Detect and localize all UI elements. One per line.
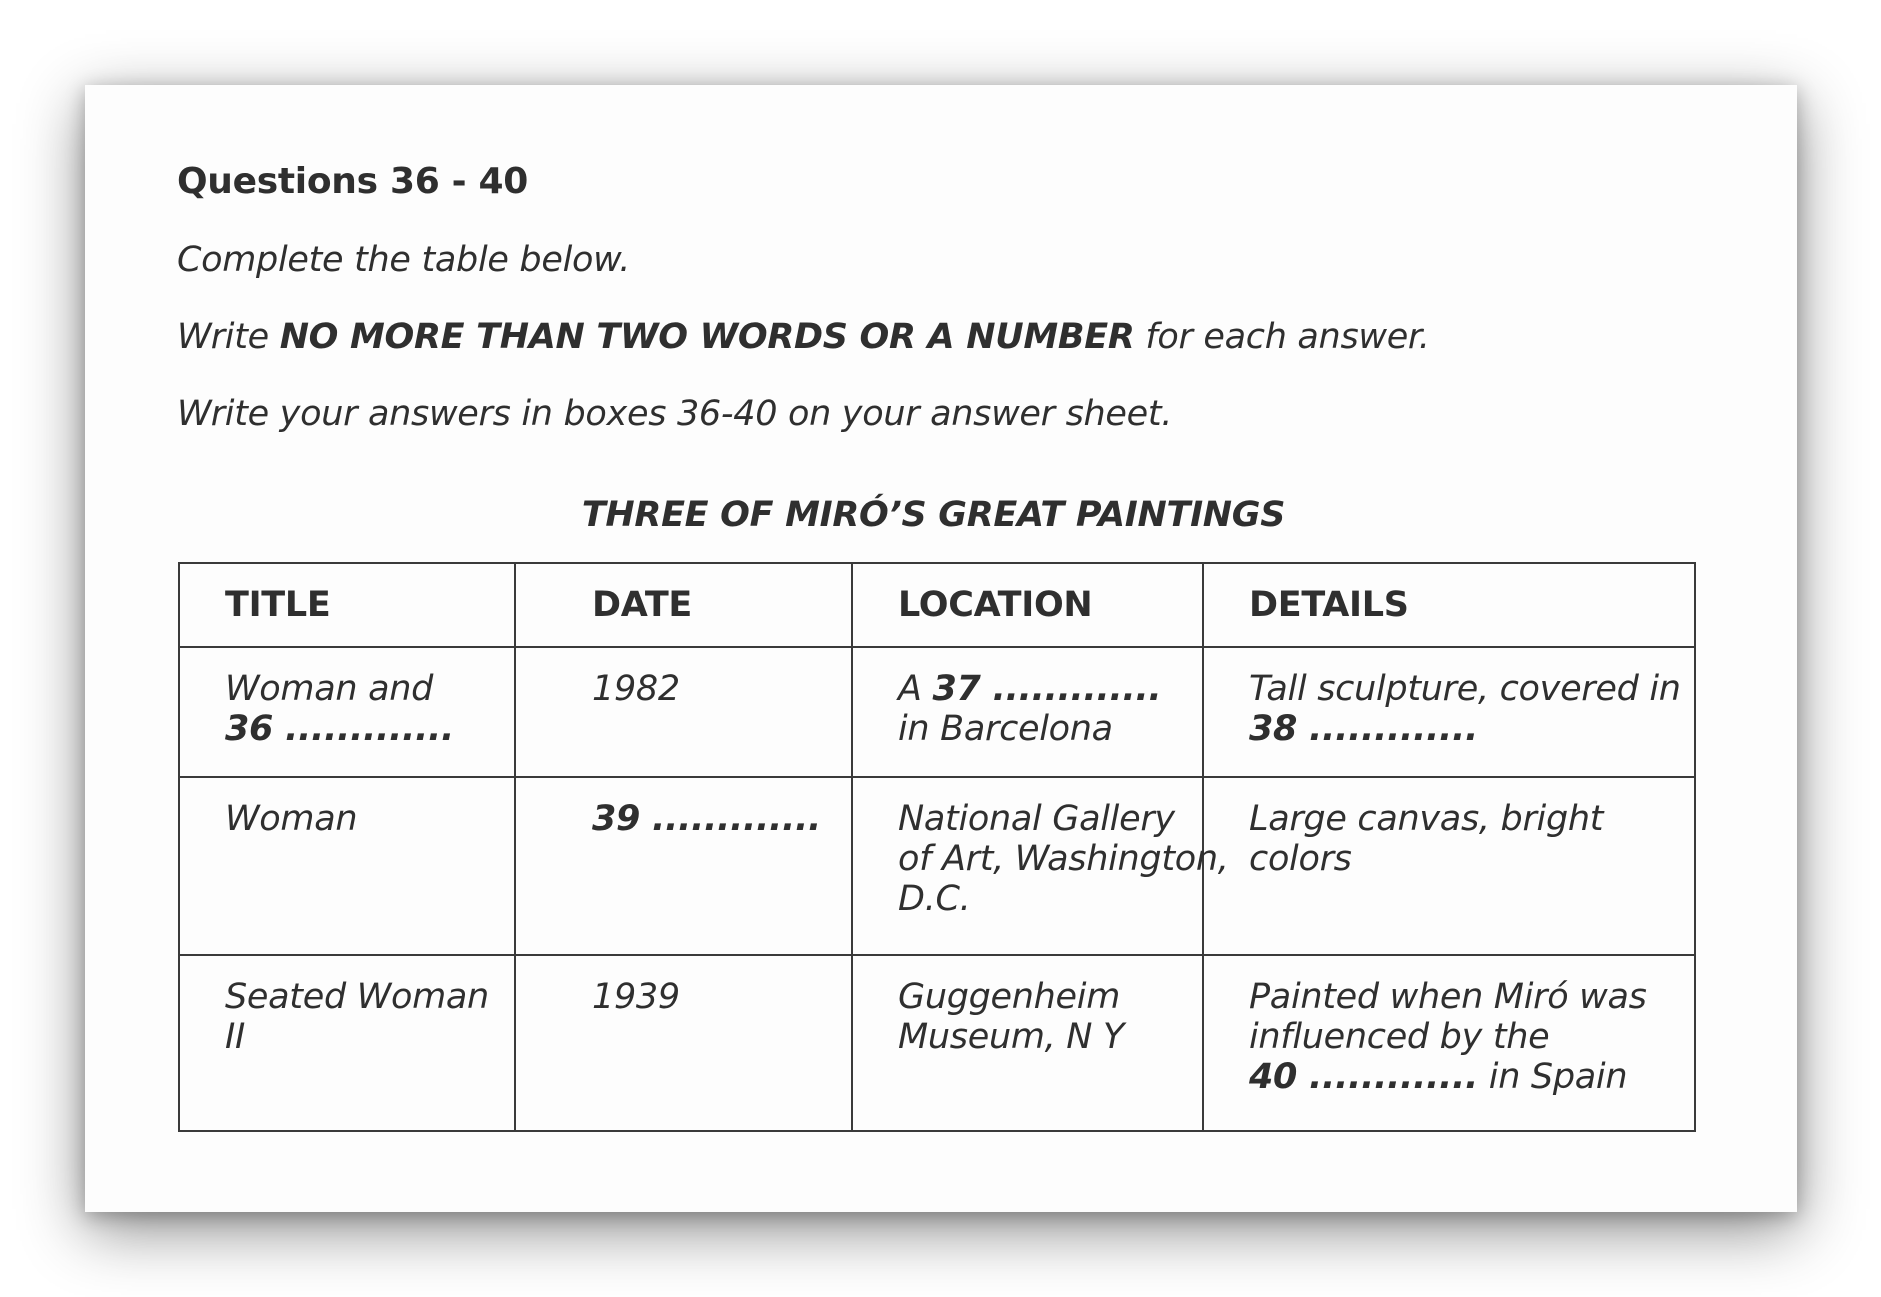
- header-location: LOCATION: [852, 563, 1203, 647]
- location-line: in Barcelona: [898, 709, 1113, 749]
- instruction-answer-sheet: Write your answers in boxes 36-40 on your answer sheet.: [177, 394, 1173, 434]
- cell-date: [515, 777, 852, 955]
- table-row: [179, 777, 1695, 955]
- details-line: Painted when Miró was: [1249, 977, 1647, 1017]
- blank-36-label: 36 .............: [225, 709, 454, 749]
- location-line: National Gallery: [898, 799, 1175, 839]
- location-line: of Art, Washington,: [898, 839, 1229, 879]
- instruction-word-limit-prefix: Write: [177, 317, 280, 357]
- details-line: Large canvas, bright: [1249, 799, 1604, 839]
- blank-39-label: 39 .............: [592, 799, 821, 839]
- cell-date: 1939: [515, 955, 852, 1131]
- location-line: Museum, N Y: [898, 1017, 1125, 1057]
- cell-title: Seated Woman II: [179, 955, 515, 1131]
- table-row: [179, 955, 1695, 1131]
- cell-location: [852, 955, 1203, 1131]
- cell-title: [179, 647, 515, 777]
- instruction-word-limit: [177, 317, 1430, 357]
- questions-heading: Questions 36 - 40: [177, 161, 529, 202]
- instruction-word-limit-bold: NO MORE THAN TWO WORDS OR A NUMBER: [279, 317, 1135, 357]
- location-line: [898, 669, 1202, 709]
- answer-blank-40: [1249, 1057, 1694, 1097]
- cell-details: [1203, 777, 1695, 955]
- details-line: Tall sculpture, covered in: [1249, 669, 1681, 709]
- cell-details: [1203, 955, 1695, 1131]
- cell-date: 1982: [515, 647, 852, 777]
- location-prefix: A: [898, 669, 933, 709]
- blank-40-label: 40 .............: [1249, 1057, 1478, 1097]
- answer-blank-39: [592, 799, 851, 839]
- instruction-complete-table: Complete the table below.: [177, 240, 631, 280]
- header-date: DATE: [515, 563, 852, 647]
- cell-details: [1203, 647, 1695, 777]
- cell-location: [852, 777, 1229, 955]
- paintings-table: [178, 562, 1696, 1132]
- details-line: colors: [1249, 839, 1352, 879]
- location-line: Guggenheim: [898, 977, 1120, 1017]
- cell-location: [852, 647, 1203, 777]
- location-line: D.C.: [898, 879, 971, 919]
- header-title: TITLE: [179, 563, 515, 647]
- blank-37-label: 37 .............: [932, 669, 1162, 709]
- table-header-row: [179, 563, 1695, 647]
- table-row: [179, 647, 1695, 777]
- cell-title: Woman: [179, 777, 515, 955]
- instruction-word-limit-suffix: for each answer.: [1134, 317, 1430, 357]
- answer-blank-38: [1249, 709, 1694, 749]
- table-title: THREE OF MIRÓ’S GREAT PAINTINGS: [581, 495, 1286, 535]
- worksheet-card: [85, 85, 1797, 1212]
- answer-blank-36: [225, 709, 514, 749]
- details-line: influenced by the: [1249, 1017, 1550, 1057]
- details-suffix: in Spain: [1477, 1057, 1628, 1097]
- blank-38-label: 38 .............: [1249, 709, 1478, 749]
- header-details: DETAILS: [1203, 563, 1695, 647]
- title-text: Woman and: [225, 669, 434, 709]
